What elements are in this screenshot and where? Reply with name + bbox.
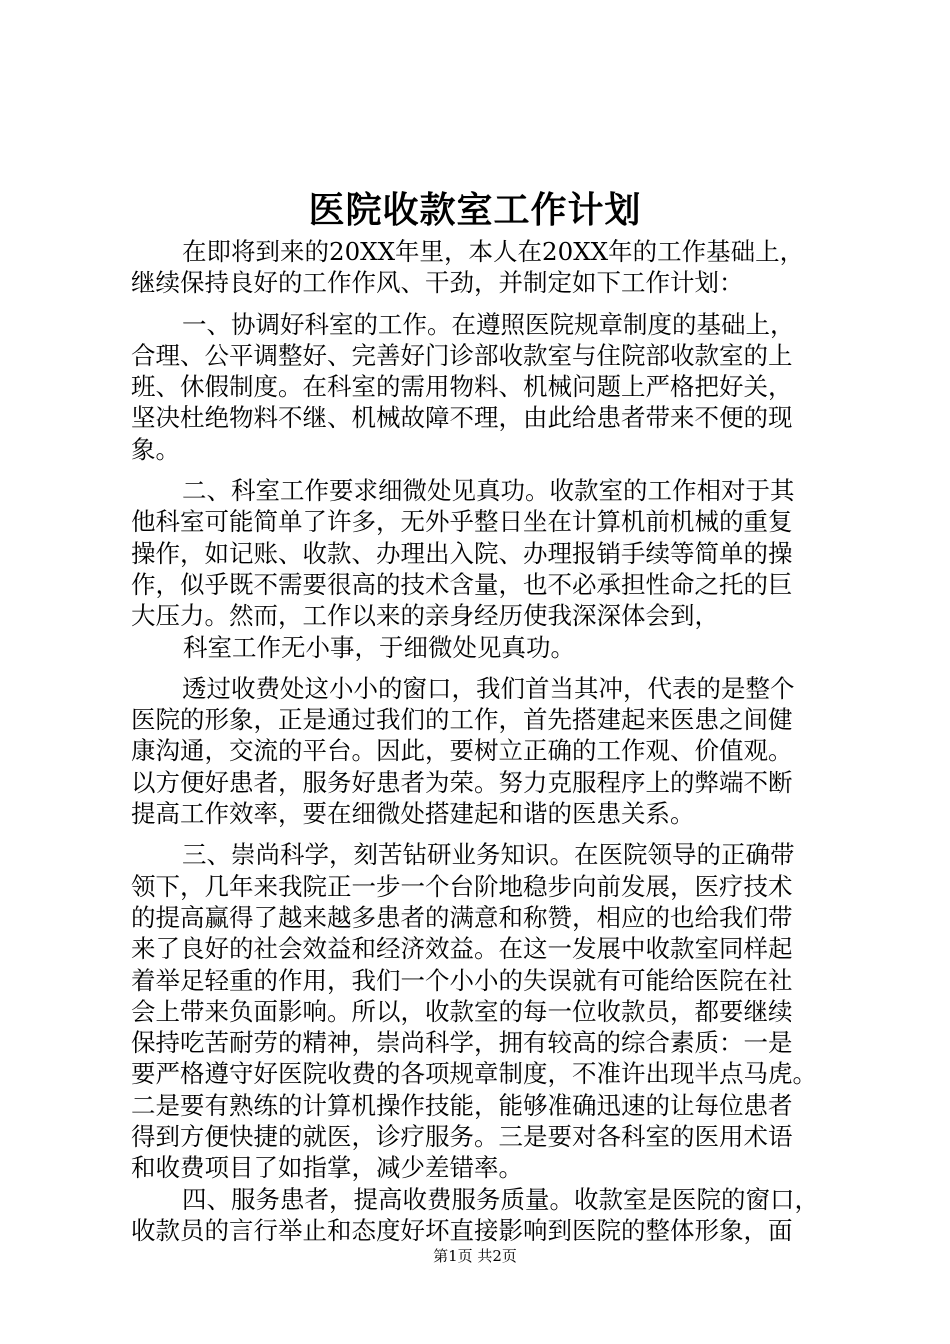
body-line: 会上带来负面影响。所以，收款室的每一位收款员，都要继续 bbox=[131, 996, 793, 1026]
body-line: 合理、公平调整好、完善好门诊部收款室与住院部收款室的上 bbox=[131, 340, 793, 370]
body-line: 康沟通，交流的平台。因此，要树立正确的工作观、价值观。 bbox=[131, 736, 793, 766]
body-line: 医院的形象，正是通过我们的工作，首先搭建起来医患之间健 bbox=[131, 705, 793, 735]
body-line: 一、协调好科室的工作。在遵照医院规章制度的基础上， bbox=[182, 309, 795, 339]
body-line: 操作，如记账、收款、办理出入院、办理报销手续等简单的操 bbox=[131, 538, 793, 568]
body-line: 和收费项目了如指掌，减少差错率。 bbox=[131, 1153, 523, 1183]
body-line: 班、休假制度。在科室的需用物料、机械问题上严格把好关， bbox=[131, 372, 793, 402]
body-line: 透过收费处这小小的窗口，我们首当其冲，代表的是整个 bbox=[182, 673, 795, 703]
body-line: 二、科室工作要求细微处见真功。收款室的工作相对于其 bbox=[182, 476, 795, 506]
body-line: 要严格遵守好医院收费的各项规章制度，不准许出现半点马虎。 bbox=[131, 1059, 817, 1089]
body-line: 的提高赢得了越来越多患者的满意和称赞，相应的也给我们带 bbox=[131, 902, 793, 932]
document-body bbox=[131, 236, 846, 1246]
body-line: 坚决杜绝物料不继、机械故障不理，由此给患者带来不便的现 bbox=[131, 403, 793, 433]
body-line: 来了良好的社会效益和经济效益。在这一发展中收款室同样起 bbox=[131, 934, 793, 964]
document-title: 医院收款室工作计划 bbox=[308, 189, 642, 231]
body-line: 二是要有熟练的计算机操作技能，能够准确迅速的让每位患者 bbox=[131, 1090, 793, 1120]
body-line: 收款员的言行举止和态度好坏直接影响到医院的整体形象，面 bbox=[131, 1215, 793, 1245]
body-line: 大压力。然而，工作以来的亲身经历使我深深体会到， bbox=[131, 601, 719, 631]
page-number: 第1页 共2页 bbox=[433, 1247, 517, 1265]
body-line: 象。 bbox=[131, 434, 180, 464]
body-line: 科室工作无小事，于细微处见真功。 bbox=[183, 632, 575, 662]
body-line: 三、崇尚科学，刻苦钻研业务知识。在医院领导的正确带 bbox=[182, 840, 795, 870]
body-line: 他科室可能简单了许多，无外乎整日坐在计算机前机械的重复 bbox=[131, 507, 793, 537]
body-line: 以方便好患者，服务好患者为荣。努力克服程序上的弊端不断 bbox=[131, 767, 793, 797]
body-line: 得到方便快捷的就医，诊疗服务。三是要对各科室的医用术语 bbox=[131, 1122, 793, 1152]
body-line: 领下，几年来我院正一步一个台阶地稳步向前发展，医疗技术 bbox=[131, 871, 793, 901]
body-line: 着举足轻重的作用，我们一个小小的失误就有可能给医院在社 bbox=[131, 965, 793, 995]
body-line: 保持吃苦耐劳的精神，崇尚科学，拥有较高的综合素质：一是 bbox=[131, 1028, 793, 1058]
body-line: 继续保持良好的工作作风、干劲，并制定如下工作计划： bbox=[131, 268, 744, 298]
body-line: 作，似乎既不需要很高的技术含量，也不必承担性命之托的巨 bbox=[131, 569, 793, 599]
body-line: 在即将到来的20XX年里，本人在20XX年的工作基础上， bbox=[182, 237, 805, 266]
body-line: 提高工作效率，要在细微处搭建起和谐的医患关系。 bbox=[131, 799, 695, 829]
body-line: 四、服务患者，提高收费服务质量。收款室是医院的窗口， bbox=[182, 1184, 819, 1214]
